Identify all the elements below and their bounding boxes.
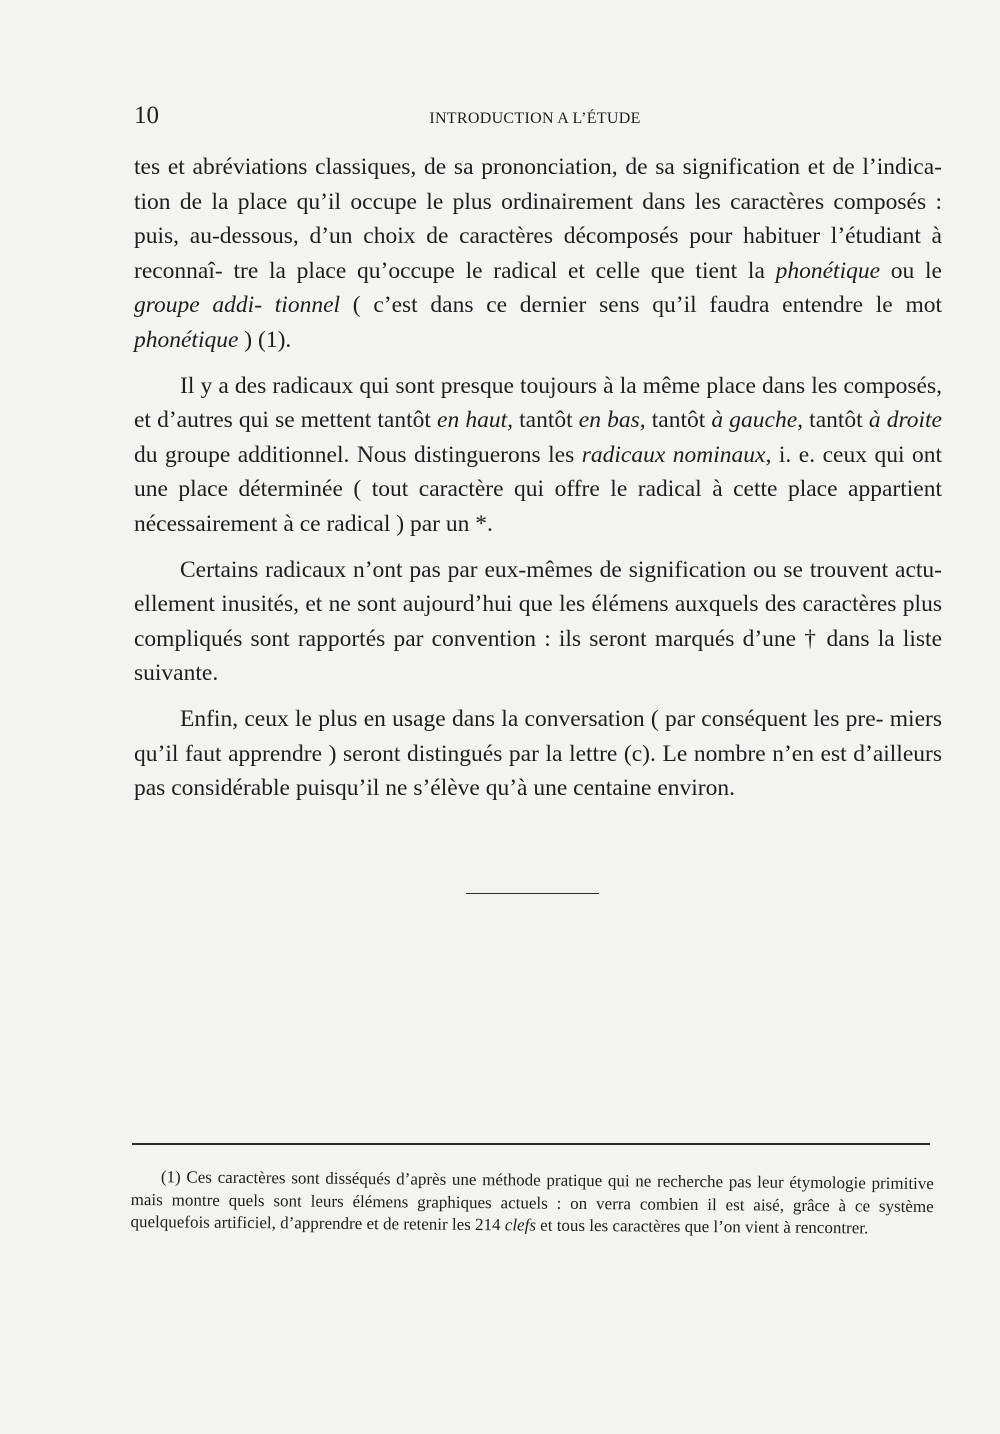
paragraph-1 (134, 150, 942, 358)
text-run: du groupe additionnel. Nous distinguerons les (134, 441, 582, 468)
italic-term: groupe addi- tionnel (134, 292, 341, 319)
text-run: ou le (880, 257, 942, 284)
text-run: i. e. ceux qui ont une place déterminée ( tout caractère qui offre le radical à cette place appartient nécessairement à ce radical ) par un *. (134, 441, 943, 537)
italic-term: en haut, (437, 407, 513, 434)
text-run: et tous les caractères que l’on vient à rencontrer. (535, 1215, 869, 1238)
text-run: ) (1). (238, 326, 292, 353)
footnote (130, 1166, 934, 1241)
text-run: tantôt (803, 407, 869, 434)
italic-term: en bas, (578, 407, 646, 434)
italic-term: à droite (868, 407, 942, 434)
text-run: Il y a des radicaux qui sont presque toujours à la même place dans les composés, et d’autres qui se mettent tantôt (134, 372, 942, 434)
paragraph-3: Certains radicaux n’ont pas par eux-mêmes de signification ou se trouvent actu- ellement inusités, et ne sont aujourd’hui que les élémens auxquels des caractères plus compliqués sont rapportés par convention : ils seront marqués d’une † dans la liste suivante. (134, 556, 942, 687)
text-run: (1) Ces caractères sont disséqués d’après une méthode pratique qui ne recherche pas leur étymologie primitive mais montre quels sont leurs élémens graphiques actuels : on verra combien il est aisé, grâce à ce système quelquefois artificiel, d’apprendre et de retenir les 214 (130, 1167, 934, 1235)
paragraph-2 (134, 369, 942, 542)
italic-term: à gauche, (711, 407, 804, 434)
italic-term: phonétique (134, 326, 239, 353)
paragraph-4: Enfin, ceux le plus en usage dans la conversation ( par conséquent les pre- miers qu’il faut apprendre ) seront distingués par la lettre (c). Le nombre n’en est d’ailleurs pas considérable puisqu’il ne s’élève qu’à une centaine environ. (134, 705, 942, 802)
text-run: tantôt (513, 407, 579, 434)
italic-term: phonétique (775, 257, 881, 284)
footnote-rule (132, 1143, 930, 1145)
body-text (134, 150, 942, 817)
page-number: 10 (134, 102, 159, 129)
section-divider (466, 893, 599, 894)
italic-term: clefs (504, 1215, 537, 1235)
running-head: INTRODUCTION A L’ÉTUDE (429, 110, 641, 127)
italic-term: radicaux nominaux, (581, 441, 772, 468)
text-run: ( c’est dans ce dernier sens qu’il faudra entendre le mot (340, 292, 943, 319)
text-run: tes et abréviations classiques, de sa prononciation, de sa signification et de l’indica- tion de la place qu’il occupe le plus ordinairement dans les caractères composés : puis, au-dessous, d’un choix de caractères décomposés pour habituer l’étudiant à reconnaî- tre la place qu’occupe le radical et celle que tient la (134, 154, 942, 284)
text-run: tantôt (645, 407, 712, 434)
footnote-1 (130, 1166, 934, 1241)
